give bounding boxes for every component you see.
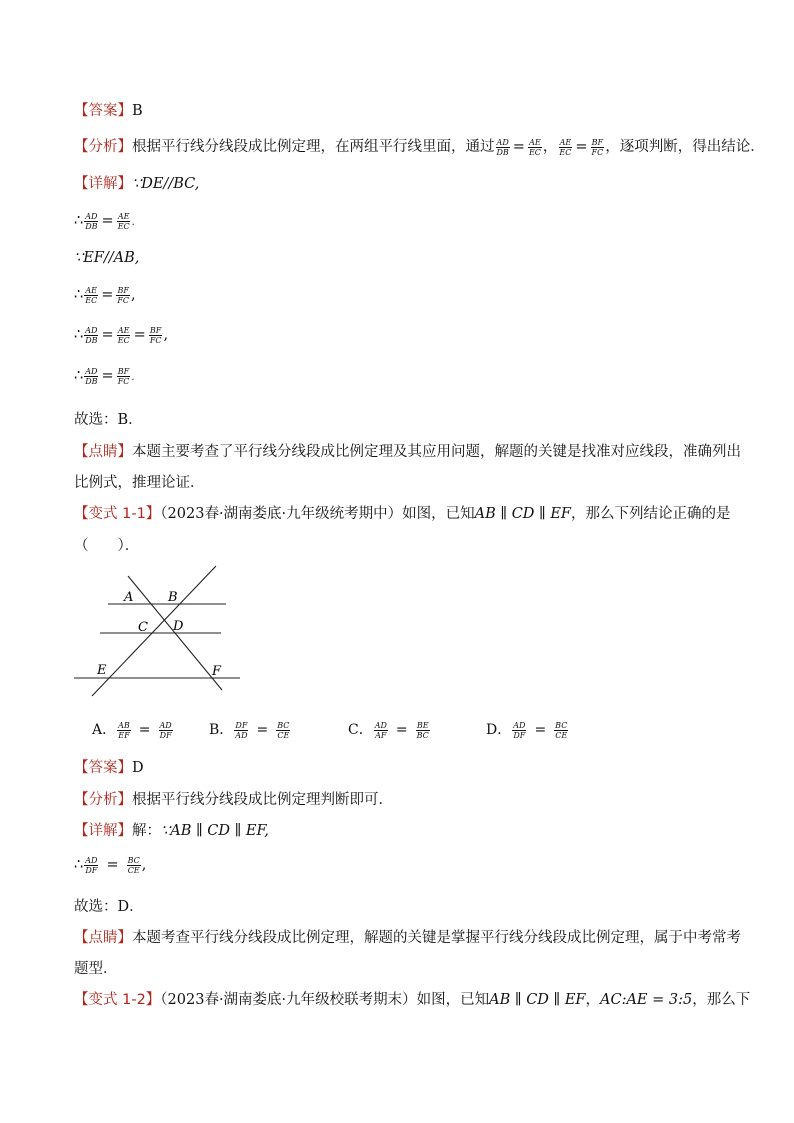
label-d: D — [173, 619, 184, 634]
formula-line: ∴ $\frac{AD}{DF}$ = $\frac{BC}{CE}$ , — [74, 855, 147, 875]
variation-tag: 【变式 1-1】 — [74, 506, 161, 522]
analysis-tag: 【分析】 — [74, 139, 132, 155]
detail-line — [74, 174, 199, 194]
detail-math: ∵AB ∥ CD ∥ EF, — [161, 823, 269, 839]
detail-line — [74, 248, 139, 268]
formula-line: ∴ $\frac{AD}{DB}$ = $\frac{AE}{EC}$ = $\frac{BF}{FC}$ , — [74, 325, 169, 345]
parallel-lines-figure — [70, 562, 250, 702]
stem-sep: ， — [585, 992, 600, 1008]
stem-text: （2023春·湖南娄底·九年级统考期中）如图，已知 — [160, 506, 475, 522]
label-a: A — [124, 590, 134, 605]
fraction: $\frac{AE}{EC}$ — [559, 137, 572, 157]
answer-tag: 【答案】 — [74, 760, 132, 776]
analysis-text: 根据平行线分线段成比例定理判断即可． — [132, 792, 393, 808]
answer-line — [74, 101, 143, 121]
comment-line-2: 比例式，推理论证． — [74, 475, 205, 491]
stem-text: （2023春·湖南娄底·九年级校联考期末）如图，已知 — [160, 992, 490, 1008]
stem-text-end: ，那么下 — [692, 992, 751, 1008]
answer-tag: 【答案】 — [74, 103, 132, 119]
label-e: E — [97, 663, 107, 678]
choose-line: 故选：D． — [74, 899, 144, 915]
analysis-text: 根据平行线分线段成比例定理，在两组平行线里面，通过 — [132, 139, 495, 155]
formula-line: ∴ $\frac{AD}{DB}$ = $\frac{BF}{FC}$ . — [74, 366, 135, 386]
comment-text: 本题考查平行线分线段成比例定理，解题的关键是掌握平行线分线段成比例定理，属于中考常考 — [132, 930, 741, 946]
detail-line — [74, 821, 269, 841]
label-f: F — [212, 664, 222, 679]
analysis-line: 【分析】根据平行线分线段成比例定理，在两组平行线里面，通过 $\frac{AD}{DB}$ = $\frac{AE}{EC}$ ， $\frac{AE}{EC}$ = $\frac{BF}{FC}$ ，逐项判断，得出结论． — [74, 137, 765, 157]
stem-text-end: ，那么下列结论正确的是 — [571, 506, 731, 522]
detail-text: 解： — [132, 823, 161, 839]
detail-tag: 【详解】 — [74, 823, 132, 839]
detail-text: ∵DE//BC, — [132, 176, 200, 192]
analysis-line — [74, 790, 393, 810]
comment-line-2: 题型． — [74, 961, 118, 977]
comment-line — [74, 928, 741, 948]
choose-line: 故选：B． — [74, 412, 143, 428]
answer-line — [74, 758, 144, 778]
analysis-tag: 【分析】 — [74, 792, 132, 808]
comment-line — [74, 442, 741, 462]
variation-tag: 【变式 1-2】 — [74, 992, 161, 1008]
option-b[interactable]: B． $\frac{DF}{AD}$ = $\frac{BC}{CE}$ — [209, 720, 290, 740]
stem-math: AB ∥ CD ∥ EF — [474, 506, 571, 522]
fraction: $\frac{AD}{DB}$ — [496, 137, 509, 157]
answer-value: D — [132, 760, 144, 776]
comment-tag: 【点睛】 — [74, 444, 132, 460]
option-d[interactable]: D． $\frac{AD}{DF}$ = $\frac{BC}{CE}$ — [486, 720, 568, 740]
fraction: $\frac{BF}{FC}$ — [591, 137, 604, 157]
detail-text: ∵EF//AB, — [74, 250, 140, 266]
label-c: C — [138, 620, 148, 635]
answer-paren: （ ）． — [74, 538, 140, 554]
variation-stem — [74, 990, 750, 1010]
transversal-eb — [92, 566, 216, 696]
formula-line: ∴ $\frac{AD}{DB}$ = $\frac{AE}{EC}$ . — [74, 211, 135, 231]
fraction: $\frac{AE}{EC}$ — [528, 137, 541, 157]
comment-text: 本题主要考查了平行线分线段成比例定理及其应用问题，解题的关键是找准对应线段，准确列出 — [132, 444, 741, 460]
answer-value: B — [132, 103, 143, 119]
comment-tag: 【点睛】 — [74, 930, 132, 946]
stem-ratio: AC:AE = 3:5 — [600, 992, 693, 1008]
stem-math: AB ∥ CD ∥ EF — [489, 992, 586, 1008]
detail-tag: 【详解】 — [74, 176, 132, 192]
analysis-text-end: ，逐项判断，得出结论． — [605, 139, 765, 155]
option-c[interactable]: C． $\frac{AD}{AF}$ = $\frac{BE}{BC}$ — [348, 720, 429, 740]
variation-stem — [74, 504, 731, 524]
option-a[interactable]: A． $\frac{AB}{EF}$ = $\frac{AD}{DF}$ — [92, 720, 172, 740]
formula-line: ∴ $\frac{AE}{EC}$ = $\frac{BF}{FC}$ , — [74, 285, 136, 305]
label-b: B — [168, 590, 178, 605]
